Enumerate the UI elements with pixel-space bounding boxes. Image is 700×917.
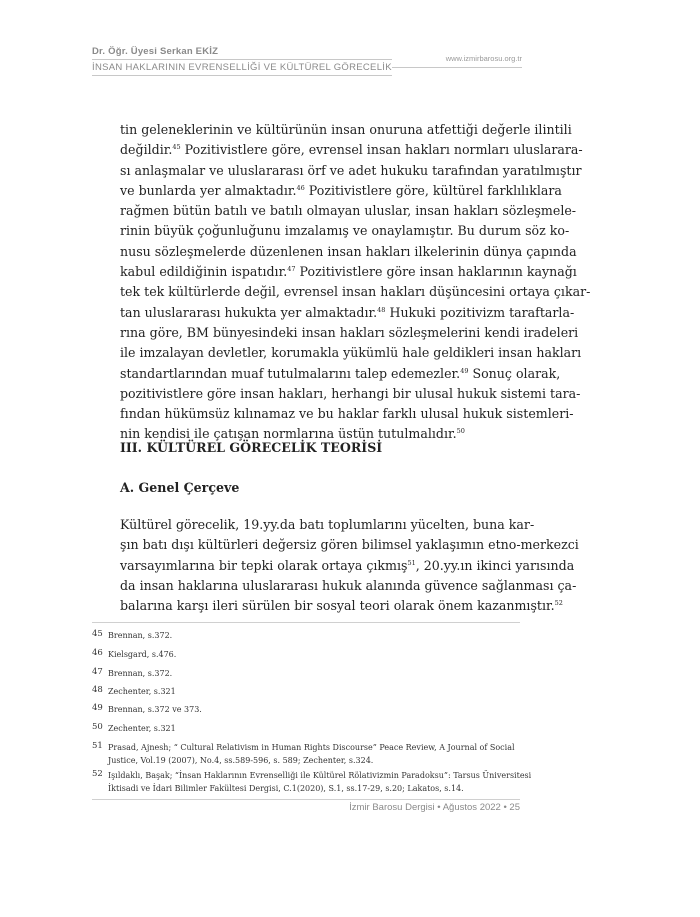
line-text: da insan haklarına uluslararası hukuk alanında güvence sağlanması ça- — [120, 577, 577, 593]
line-text-after: Pozitivistlere göre insan haklarının kaynağı — [295, 264, 577, 280]
body-paragraph-2 — [120, 515, 579, 616]
header-divider-lower — [92, 75, 392, 76]
line-text: varsayımlarına bir tepki olarak ortaya çıkmış — [120, 557, 408, 573]
text-line — [120, 242, 577, 262]
line-text-after: Pozitivistlere göre, kültürel farklılıklara — [304, 182, 562, 198]
line-text: tin geleneklerinin ve kültürünün insan onuruna atfettiği değerle ilintili — [120, 122, 572, 137]
text-line — [120, 181, 562, 201]
footnote-47 — [92, 666, 172, 681]
footnote-number: 50 — [92, 722, 103, 732]
footnote-divider — [92, 622, 520, 623]
footnote-ref[interactable]: 45 — [172, 143, 181, 152]
text-line — [120, 576, 577, 596]
footnote-text: Zechenter, s.321 — [108, 687, 176, 696]
footnote-text-continued: İktisadi ve İdari Bilimler Fakültesi Dergisi, C.1(2020), S.1, ss.17-29, s.20; Lakatos, s.14. — [108, 783, 464, 793]
footnote-number: 51 — [92, 741, 103, 751]
header-divider — [92, 59, 392, 60]
footnote-ref[interactable]: 52 — [554, 599, 563, 608]
line-text: fından hükümsüz kılınamaz ve bu haklar farklı ulusal hukuk sistemleri- — [120, 406, 574, 422]
line-text: balarına karşı ileri sürülen bir sosyal teori olarak önem kazanmıştır. — [120, 598, 555, 614]
footnote-48 — [92, 684, 176, 699]
section-heading: III. KÜLTÜREL GÖRECELİK TEORİSİ — [120, 440, 383, 455]
footnote-number: 47 — [92, 667, 103, 677]
footer-divider — [92, 799, 520, 800]
line-text: standartlarından muaf tutulmalarını talep edemezler. — [120, 365, 461, 381]
line-text: ile imzalayan devletler, korumakla yükümlü hale geldikleri insan hakları — [120, 345, 582, 361]
footnote-number: 52 — [92, 769, 103, 779]
footnote-ref[interactable]: 47 — [287, 265, 296, 274]
line-text: şın batı dışı kültürleri değersiz gören bilimsel yaklaşımın etno-merkezci — [120, 537, 579, 553]
footnote-number: 48 — [92, 685, 103, 695]
line-text: tek tek kültürlerde değil, evrensel insan hakları düşüncesini ortaya çıkar- — [120, 284, 591, 300]
text-line — [120, 120, 572, 140]
line-text-after: Pozitivistlere göre, evrensel insan hakları normları uluslarara- — [180, 142, 583, 158]
text-line — [120, 515, 535, 535]
line-text: kabul edildiğinin ispatıdır. — [120, 264, 288, 280]
footnote-52 — [92, 768, 531, 795]
line-text: sı anlaşmalar ve uluslararası örf ve adet hukuku tarafından yaratılmıştır — [120, 162, 582, 178]
text-line — [120, 161, 582, 181]
text-line — [120, 221, 570, 241]
footnote-number: 46 — [92, 648, 103, 658]
text-line — [120, 262, 577, 282]
line-text-after: , 20.yy.ın ikinci yarısında — [415, 557, 575, 573]
footnote-text: Brennan, s.372. — [108, 669, 173, 678]
text-line — [120, 535, 579, 555]
subsection-heading: A. Genel Çerçeve — [120, 480, 240, 495]
text-line — [120, 384, 581, 404]
footnote-number: 45 — [92, 629, 103, 639]
line-text: rinin büyük çoğunluğunu imzalamış ve onaylamıştır. Bu durum söz ko- — [120, 223, 570, 239]
line-text: rağmen bütün batılı ve batılı olmayan uluslar, insan hakları sözleşmele- — [120, 203, 577, 219]
line-text: tan uluslararası hukukta yer almaktadır. — [120, 304, 378, 320]
running-title: İNSAN HAKLARININ EVRENSELLİĞİ VE KÜLTÜREL GÖRECELİK — [92, 62, 392, 73]
footnote-text-continued: Justice, Vol.19 (2007), No.4, ss.589-596, s. 589; Zechenter, s.324. — [108, 755, 374, 765]
page-footer: İzmir Barosu Dergisi • Ağustos 2022 • 25 — [349, 802, 520, 813]
footnote-text: Prasad, Ajnesh; “ Cultural Relativism in Human Rights Discourse” Peace Review, A Journal of Social — [108, 743, 515, 752]
line-text: rına göre, BM bünyesindeki insan hakları sözleşmelerini kendi iradeleri — [120, 324, 579, 340]
footnote-49 — [92, 702, 202, 717]
footnote-ref[interactable]: 46 — [296, 183, 305, 192]
page-header — [92, 46, 522, 78]
text-line — [120, 596, 563, 616]
text-line — [120, 364, 561, 384]
footnote-ref[interactable]: 50 — [456, 427, 465, 436]
footnote-text: Zechenter, s.321 — [108, 724, 176, 733]
footnote-text: Brennan, s.372. — [108, 631, 173, 640]
footnote-50 — [92, 721, 176, 736]
footnote-text: Işıldaklı, Başak; “İnsan Haklarının Evrenselliği ile Kültürel Rölativizmin Paradoksu”: Tarsus Üniversitesi — [108, 771, 532, 780]
text-line — [120, 343, 582, 363]
text-line — [120, 323, 579, 343]
website-link[interactable]: www.izmirbarosu.org.tr — [445, 54, 522, 63]
text-line — [120, 282, 591, 302]
footnote-number: 49 — [92, 703, 103, 713]
footnote-text: Kielsgard, s.476. — [108, 650, 177, 659]
footnote-ref[interactable]: 49 — [460, 366, 469, 375]
line-text: değildir. — [120, 142, 173, 158]
author-name: Dr. Öğr. Üyesi Serkan EKİZ — [92, 46, 219, 57]
footnote-text: Brennan, s.372 ve 373. — [108, 705, 202, 714]
text-line — [120, 404, 574, 424]
body-paragraph-1 — [120, 120, 591, 445]
footnote-45 — [92, 628, 172, 643]
text-line — [120, 303, 575, 323]
footnote-ref[interactable]: 48 — [377, 305, 386, 314]
footnote-46 — [92, 647, 176, 662]
line-text-after: Hukuki pozitivizm taraftarla- — [385, 304, 575, 320]
footnote-51 — [92, 740, 515, 767]
line-text: Kültürel görecelik, 19.yy.da batı toplumlarını yücelten, buna kar- — [120, 517, 535, 532]
line-text-after: Sonuç olarak, — [468, 365, 561, 381]
line-text: nusu sözleşmelerde düzenlenen insan hakları ilkelerinin dünya çapında — [120, 243, 577, 259]
header-divider-right — [392, 67, 522, 68]
line-text: pozitivistlere göre insan hakları, herhangi bir ulusal hukuk sistemi tara- — [120, 385, 581, 401]
text-line — [120, 556, 575, 576]
text-line — [120, 201, 577, 221]
line-text: nin kendisi ile çatışan normlarına üstün tutulmalıdır. — [120, 426, 457, 442]
line-text: ve bunlarda yer almaktadır. — [120, 182, 297, 198]
text-line — [120, 140, 583, 160]
footnote-ref[interactable]: 51 — [407, 558, 416, 567]
